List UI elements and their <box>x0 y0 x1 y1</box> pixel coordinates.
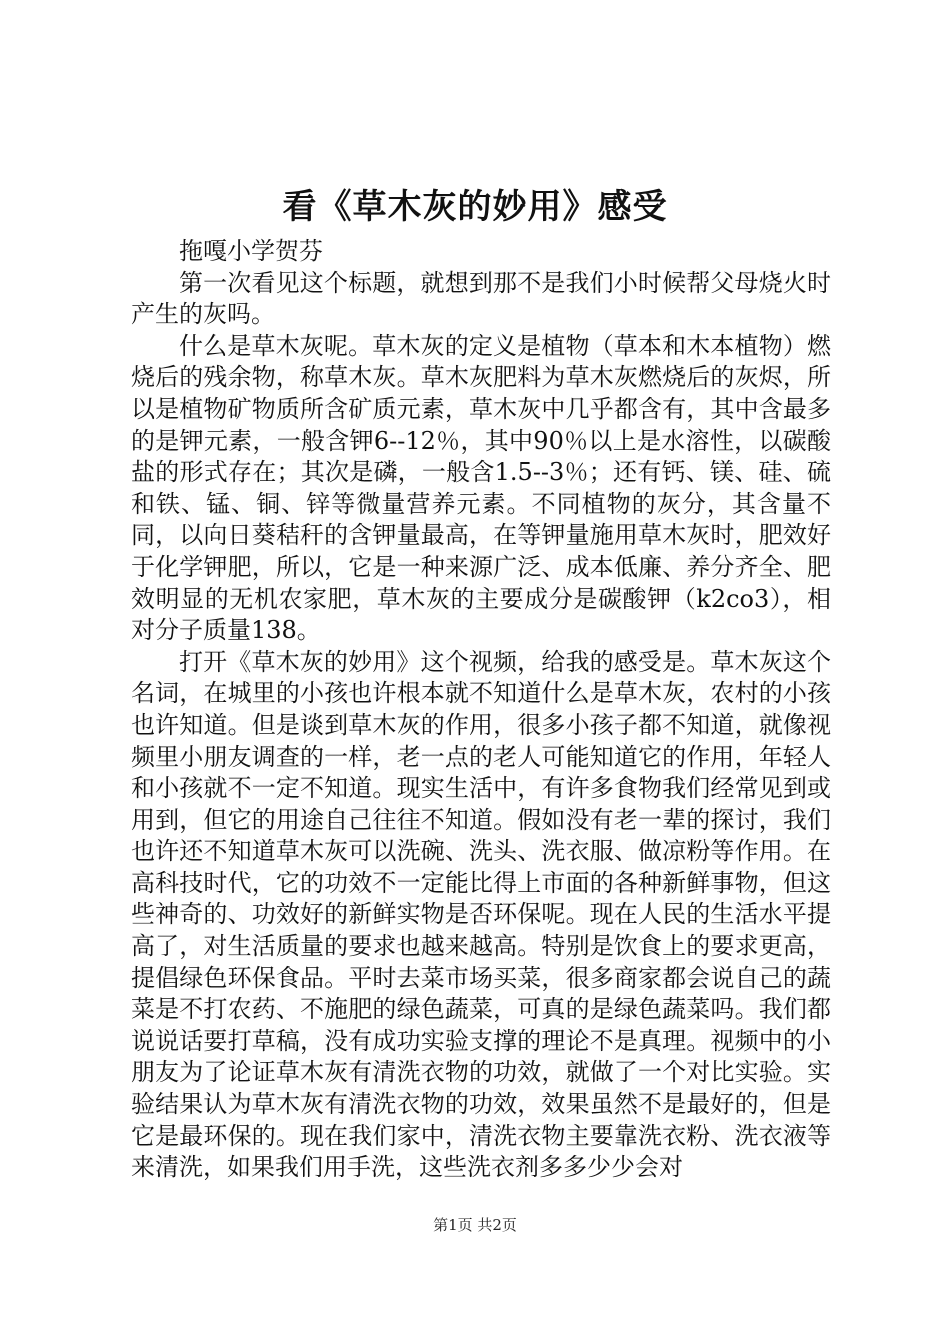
paragraph-3: 打开《草木灰的妙用》这个视频，给我的感受是。草木灰这个名词，在城里的小孩也许根本就不知道什么是草木灰，农村的小孩也许知道。但是谈到草木灰的作用，很多小孩子都不知道，就像视频里小朋友调查的一样，老一点的老人可能知道它的作用，年轻人和小孩就不一定不知道。现实生活中，有许多食物我们经常见到或用到，但它的用途自己往往不知道。假如没有老一辈的探讨，我们也许还不知道草木灰可以洗碗、洗头、洗衣服、做凉粉等作用。在高科技时代，它的功效不一定能比得上市面的各种新鲜事物，但这些神奇的、功效好的新鲜实物是否环保呢。现在人民的生活水平提高了，对生活质量的要求也越来越高。特别是饮食上的要求更高，提倡绿色环保食品。平时去菜市场买菜，很多商家都会说自己的蔬菜是不打农药、不施肥的绿色蔬菜，可真的是绿色蔬菜吗。我们都说说话要打草稿，没有成功实验支撑的理论不是真理。视频中的小朋友为了论证草木灰有清洗衣物的功效，就做了一个对比实验。实验结果认为草木灰有清洗衣物的功效，效果虽然不是最好的，但是它是最环保的。现在我们家中，清洗衣物主要靠洗衣粉、洗衣液等来清洗，如果我们用手洗，这些洗衣剂多多少少会对 <box>131 647 831 1182</box>
paragraph-2: 什么是草木灰呢。草木灰的定义是植物（草本和木本植物）燃烧后的残余物，称草木灰。草木灰肥料为草木灰燃烧后的灰烬，所以是植物矿物质所含矿质元素，草木灰中几乎都含有，其中含最多的是钾元素，一般含钾6--12％，其中90％以上是水溶性，以碳酸盐的形式存在；其次是磷，一般含1.5--3％；还有钙、镁、硅、硫和铁、锰、铜、锌等微量营养元素。不同植物的灰分，其含量不同，以向日葵秸秆的含钾量最高，在等钾量施用草木灰时，肥效好于化学钾肥，所以，它是一种来源广泛、成本低廉、养分齐全、肥效明显的无机农家肥，草木灰的主要成分是碳酸钾（k2co3），相对分子质量138。 <box>131 331 831 645</box>
document-title: 看《草木灰的妙用》感受 <box>282 187 668 227</box>
paragraph-1: 第一次看见这个标题，就想到那不是我们小时候帮父母烧火时产生的灰吗。 <box>131 268 831 329</box>
author-line: 拖嘎小学贺芬 <box>179 237 323 265</box>
page-number-footer: 第1页 共2页 <box>433 1216 517 1234</box>
document-body <box>131 236 831 1184</box>
